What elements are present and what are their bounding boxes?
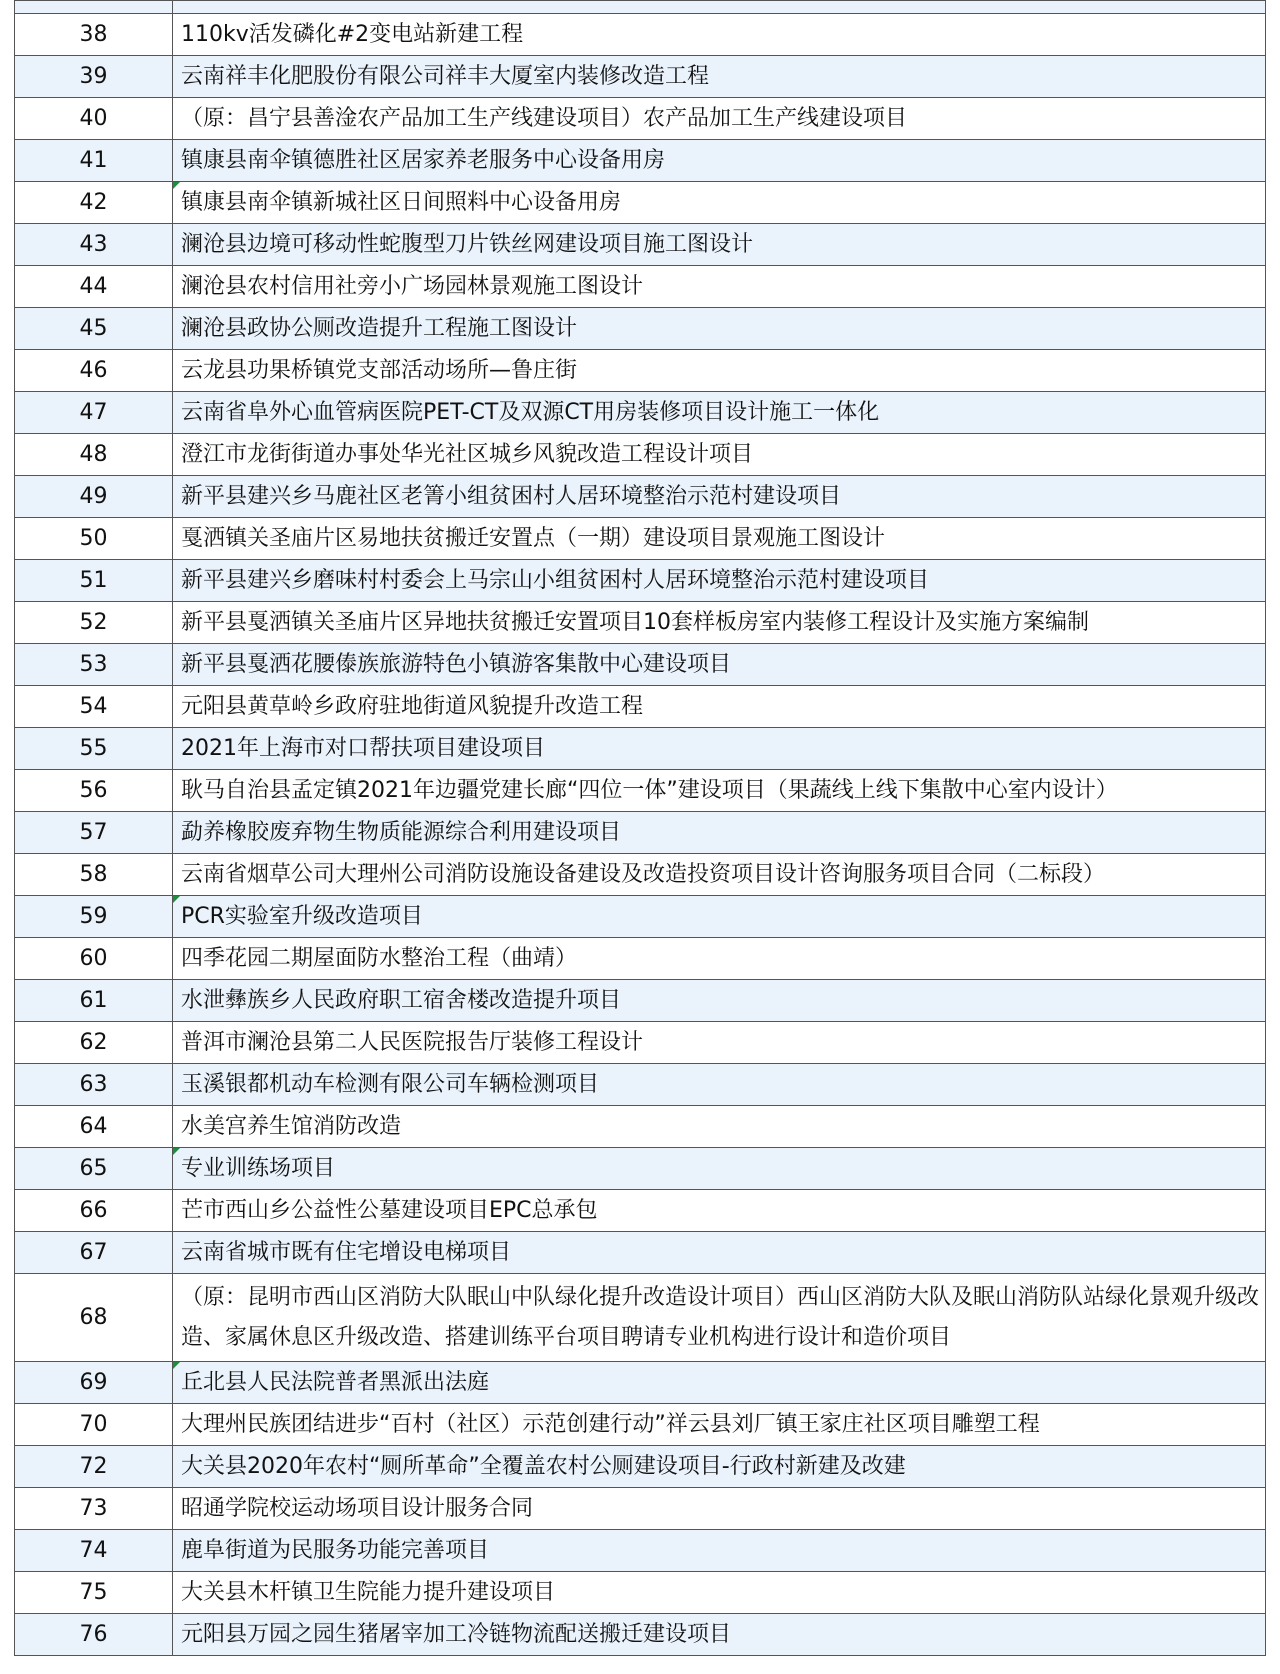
project-table-sheet [14, 0, 1266, 1656]
project-name: 新平县戛洒花腰傣族旅游特色小镇游客集散中心建设项目 [173, 644, 1266, 686]
table-row [15, 896, 1266, 938]
row-number: 56 [15, 770, 173, 812]
table-row [15, 812, 1266, 854]
project-name: PCR实验室升级改造项目 [173, 896, 1266, 938]
project-name: 勐养橡胶废弃物生物质能源综合利用建设项目 [173, 812, 1266, 854]
project-name: 澜沧县边境可移动性蛇腹型刀片铁丝网建设项目施工图设计 [173, 224, 1266, 266]
project-name: 耿马自治县孟定镇2021年边疆党建长廊“四位一体”建设项目（果蔬线上线下集散中心室内设计） [173, 770, 1266, 812]
row-number: 44 [15, 266, 173, 308]
table-row [15, 308, 1266, 350]
table-row [15, 266, 1266, 308]
row-number: 68 [15, 1274, 173, 1362]
project-name: 新平县戛洒镇关圣庙片区异地扶贫搬迁安置项目10套样板房室内装修工程设计及实施方案编制 [173, 602, 1266, 644]
project-name: 大关县2020年农村“厕所革命”全覆盖农村公厕建设项目-行政村新建及改建 [173, 1446, 1266, 1488]
table-row [15, 434, 1266, 476]
table-row [15, 182, 1266, 224]
table-row [15, 1404, 1266, 1446]
table-row [15, 1148, 1266, 1190]
project-name: 普洱市澜沧县第二人民医院报告厅装修工程设计 [173, 1022, 1266, 1064]
project-name: 元阳县黄草岭乡政府驻地街道风貌提升改造工程 [173, 686, 1266, 728]
table-row [15, 1064, 1266, 1106]
table-row [15, 1022, 1266, 1064]
project-name: 2021年上海市对口帮扶项目建设项目 [173, 728, 1266, 770]
table-row [15, 602, 1266, 644]
project-name: 水泄彝族乡人民政府职工宿舍楼改造提升项目 [173, 980, 1266, 1022]
table-row [15, 140, 1266, 182]
project-name: 澄江市龙街街道办事处华光社区城乡风貌改造工程设计项目 [173, 434, 1266, 476]
table-row [15, 1446, 1266, 1488]
row-number: 61 [15, 980, 173, 1022]
table-row [15, 98, 1266, 140]
row-number: 42 [15, 182, 173, 224]
project-name: 专业训练场项目 [173, 1148, 1266, 1190]
table-row [15, 224, 1266, 266]
row-number: 66 [15, 1190, 173, 1232]
row-number: 64 [15, 1106, 173, 1148]
table-row [15, 1274, 1266, 1362]
project-name: 镇康县南伞镇新城社区日间照料中心设备用房 [173, 182, 1266, 224]
row-number: 75 [15, 1572, 173, 1614]
row-number: 52 [15, 602, 173, 644]
row-number: 70 [15, 1404, 173, 1446]
table-row [15, 1530, 1266, 1572]
row-number: 57 [15, 812, 173, 854]
row-number: 65 [15, 1148, 173, 1190]
row-number: 51 [15, 560, 173, 602]
table-row [15, 1190, 1266, 1232]
row-number: 39 [15, 56, 173, 98]
table-row-partial [15, 1, 1266, 14]
project-name: 澜沧县政协公厕改造提升工程施工图设计 [173, 308, 1266, 350]
project-name: 元阳县万园之园生猪屠宰加工冷链物流配送搬迁建设项目 [173, 1614, 1266, 1656]
project-name: （原：昌宁县善淦农产品加工生产线建设项目）农产品加工生产线建设项目 [173, 98, 1266, 140]
row-number: 49 [15, 476, 173, 518]
table-row [15, 1106, 1266, 1148]
table-row [15, 14, 1266, 56]
project-name: 水美宫养生馆消防改造 [173, 1106, 1266, 1148]
row-number: 69 [15, 1362, 173, 1404]
project-name: 镇康县南伞镇德胜社区居家养老服务中心设备用房 [173, 140, 1266, 182]
row-number: 40 [15, 98, 173, 140]
table-row [15, 770, 1266, 812]
row-number: 38 [15, 14, 173, 56]
row-number: 73 [15, 1488, 173, 1530]
table-row [15, 350, 1266, 392]
table-row [15, 980, 1266, 1022]
table-row [15, 1488, 1266, 1530]
project-name: 鹿阜街道为民服务功能完善项目 [173, 1530, 1266, 1572]
project-name: 昭通学院校运动场项目设计服务合同 [173, 1488, 1266, 1530]
row-number: 74 [15, 1530, 173, 1572]
table-row [15, 854, 1266, 896]
row-number: 43 [15, 224, 173, 266]
row-number: 46 [15, 350, 173, 392]
project-name: 四季花园二期屋面防水整治工程（曲靖） [173, 938, 1266, 980]
project-name: 云南省城市既有住宅增设电梯项目 [173, 1232, 1266, 1274]
project-name: 新平县建兴乡磨味村村委会上马宗山小组贫困村人居环境整治示范村建设项目 [173, 560, 1266, 602]
row-number: 47 [15, 392, 173, 434]
row-number: 58 [15, 854, 173, 896]
project-name: 芒市西山乡公益性公墓建设项目EPC总承包 [173, 1190, 1266, 1232]
row-number: 54 [15, 686, 173, 728]
row-number: 67 [15, 1232, 173, 1274]
table-row [15, 644, 1266, 686]
table-row [15, 392, 1266, 434]
table-row [15, 1362, 1266, 1404]
table-row [15, 686, 1266, 728]
table-row [15, 560, 1266, 602]
row-number: 45 [15, 308, 173, 350]
row-number: 41 [15, 140, 173, 182]
project-name: 丘北县人民法院普者黑派出法庭 [173, 1362, 1266, 1404]
table-row [15, 728, 1266, 770]
project-table [14, 0, 1266, 1656]
row-number: 59 [15, 896, 173, 938]
row-number: 63 [15, 1064, 173, 1106]
project-name: 戛洒镇关圣庙片区易地扶贫搬迁安置点（一期）建设项目景观施工图设计 [173, 518, 1266, 560]
project-name: 澜沧县农村信用社旁小广场园林景观施工图设计 [173, 266, 1266, 308]
project-name: 云龙县功果桥镇党支部活动场所—鲁庄街 [173, 350, 1266, 392]
project-name: 大理州民族团结进步“百村（社区）示范创建行动”祥云县刘厂镇王家庄社区项目雕塑工程 [173, 1404, 1266, 1446]
row-number: 60 [15, 938, 173, 980]
project-name: 玉溪银都机动车检测有限公司车辆检测项目 [173, 1064, 1266, 1106]
project-name: 大关县木杆镇卫生院能力提升建设项目 [173, 1572, 1266, 1614]
project-name: 云南省烟草公司大理州公司消防设施设备建设及改造投资项目设计咨询服务项目合同（二标段） [173, 854, 1266, 896]
project-name: 云南省阜外心血管病医院PET-CT及双源CT用房装修项目设计施工一体化 [173, 392, 1266, 434]
row-number: 48 [15, 434, 173, 476]
row-number: 55 [15, 728, 173, 770]
row-number: 50 [15, 518, 173, 560]
table-row [15, 1614, 1266, 1656]
project-name: （原：昆明市西山区消防大队眠山中队绿化提升改造设计项目）西山区消防大队及眠山消防队站绿化景观升级改造、家属休息区升级改造、搭建训练平台项目聘请专业机构进行设计和造价项目 [173, 1274, 1266, 1362]
table-row [15, 1232, 1266, 1274]
table-row [15, 476, 1266, 518]
row-number: 62 [15, 1022, 173, 1064]
project-name: 云南祥丰化肥股份有限公司祥丰大厦室内装修改造工程 [173, 56, 1266, 98]
table-row [15, 518, 1266, 560]
table-row [15, 938, 1266, 980]
table-row [15, 56, 1266, 98]
row-number: 53 [15, 644, 173, 686]
table-row [15, 1572, 1266, 1614]
row-number: 72 [15, 1446, 173, 1488]
row-number: 76 [15, 1614, 173, 1656]
project-name: 110kv活发磷化#2变电站新建工程 [173, 14, 1266, 56]
project-name: 新平县建兴乡马鹿社区老箐小组贫困村人居环境整治示范村建设项目 [173, 476, 1266, 518]
